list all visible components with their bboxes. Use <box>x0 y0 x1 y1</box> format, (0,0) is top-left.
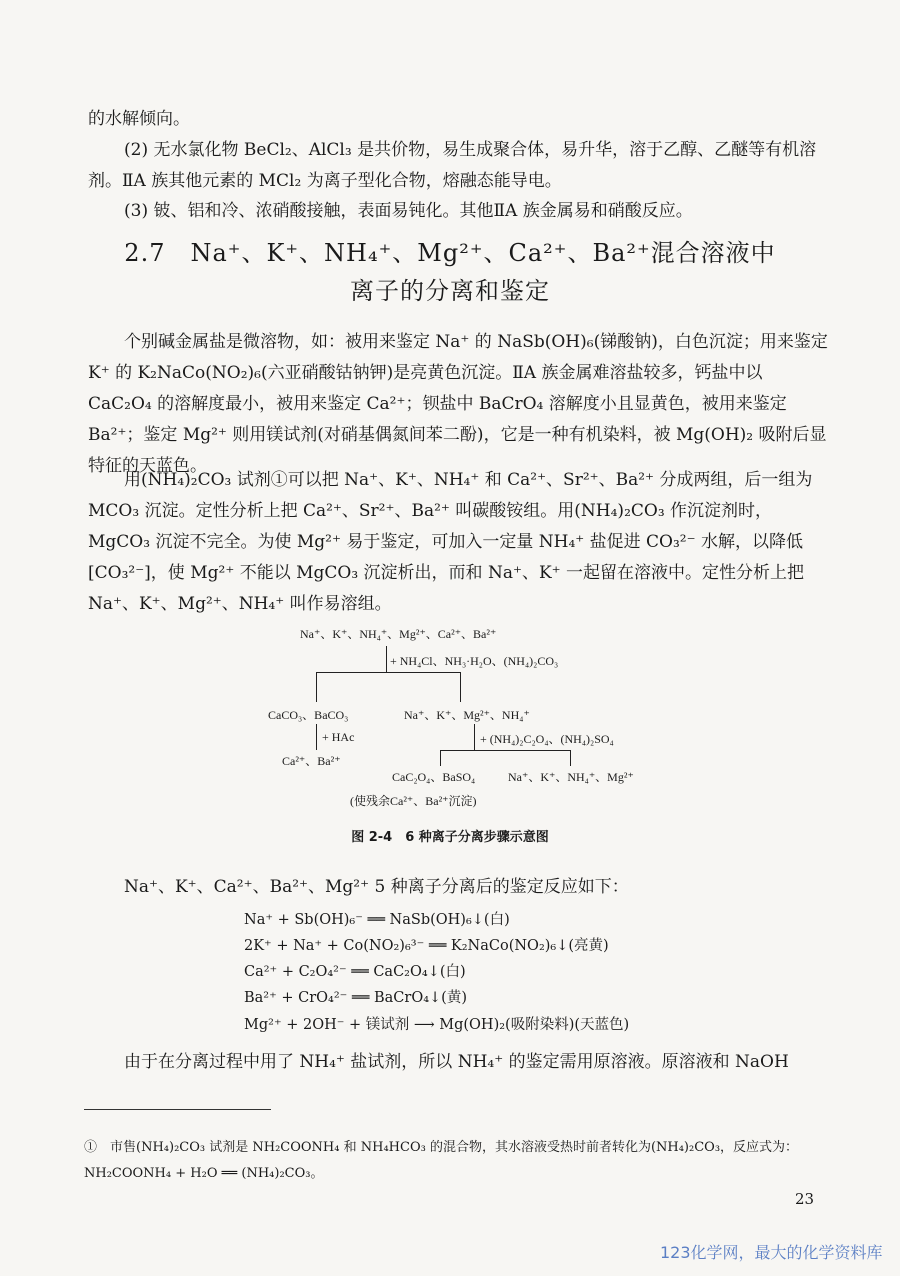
diagram-line <box>316 672 461 673</box>
figure-caption: 图 2-4 6 种离子分离步骤示意图 <box>351 830 549 845</box>
equation-mg: Mg²⁺ + 2OH⁻ + 镁试剂 ⟶ Mg(OH)₂(吸附染料)(天蓝色) <box>244 1017 630 1033</box>
paragraph-identification-salts: 个别碱金属盐是微溶物，如：被用来鉴定 Na⁺ 的 NaSb(OH)₆(锑酸钠)，白色沉淀；用来鉴定 K⁺ 的 K₂NaCo(NO₂)₆(六亚硝酸钴钠钾)是亮黄色沉淀。ⅡA 族金属难溶盐较多，钙盐中以 CaC₂O₄ 的溶解度最小，被用来鉴定 Ca²⁺；钡盐中 BaCrO₄ 溶解度小且显黄色，被用来鉴定 Ba²⁺；鉴定 Mg²⁺ 则用镁试剂(对硝基偶氮间苯二酚)，它是一种有机染料，被 Mg(OH)₂ 吸附后显特征的天蓝色。 <box>88 332 828 476</box>
diagram-note: (使残余Ca²⁺、Ba²⁺沉淀) <box>350 794 477 808</box>
diagram-line <box>316 724 317 750</box>
diagram-precipitate-carbonates: CaCO₃、BaCO₃ <box>268 708 349 722</box>
diagram-ca-ba-result: Ca²⁺、Ba²⁺ <box>282 754 341 768</box>
paragraph-passivation: (3) 铍、铝和冷、浓硝酸接触，表面易钝化。其他ⅡA 族金属易和硝酸反应。 <box>124 201 693 221</box>
equation-na: Na⁺ + Sb(OH)₆⁻ ══ NaSb(OH)₆↓(白) <box>244 912 510 928</box>
diagram-line <box>460 672 461 702</box>
equation-ba: Ba²⁺ + CrO₄²⁻ ══ BaCrO₄↓(黄) <box>244 990 467 1006</box>
diagram-reagent-1: + NH₄Cl、NH₃·H₂O、(NH₄)₂CO₃ <box>390 654 559 668</box>
diagram-final-solution: Na⁺、K⁺、NH₄⁺、Mg²⁺ <box>508 770 634 784</box>
diagram-line <box>440 750 441 766</box>
watermark: 123化学网，最大的化学资料库 <box>660 1243 883 1262</box>
reactions-intro: Na⁺、K⁺、Ca²⁺、Ba²⁺、Mg²⁺ 5 种离子分离后的鉴定反应如下： <box>124 877 629 897</box>
diagram-line <box>316 672 317 702</box>
section-title-line2: 离子的分离和鉴定 <box>350 277 550 305</box>
footnote: ① 市售(NH₄)₂CO₃ 试剂是 NH₂COONH₄ 和 NH₄HCO₃ 的混合物，其水溶液受热时前者转化为(NH₄)₂CO₃，反应式为：NH₂COONH₄ + H₂O ══ (NH₄)₂CO₃。 <box>84 1140 799 1181</box>
continued-text: 的水解倾向。 <box>88 109 190 129</box>
footnote-divider <box>84 1109 271 1110</box>
diagram-line <box>570 750 571 766</box>
paragraph-anhydrous-chlorides: (2) 无水氯化物 BeCl₂、AlCl₃ 是共价物，易生成聚合体，易升华，溶于乙醇、乙醚等有机溶剂。ⅡA 族其他元素的 MCl₂ 为离子型化合物，熔融态能导电。 <box>88 140 817 191</box>
closing-paragraph: 由于在分离过程中用了 NH₄⁺ 盐试剂，所以 NH₄⁺ 的鉴定需用原溶液。原溶液和 NaOH <box>124 1052 789 1072</box>
diagram-line <box>440 750 571 751</box>
equation-ca: Ca²⁺ + C₂O₄²⁻ ══ CaC₂O₄↓(白) <box>244 964 466 980</box>
section-title-line1: 2.7 Na⁺、K⁺、NH₄⁺、Mg²⁺、Ca²⁺、Ba²⁺混合溶液中 <box>124 239 776 267</box>
equation-k: 2K⁺ + Na⁺ + Co(NO₂)₆³⁻ ══ K₂NaCo(NO₂)₆↓(亮黄) <box>244 938 609 954</box>
diagram-soluble-group: Na⁺、K⁺、Mg²⁺、NH₄⁺ <box>404 708 530 722</box>
diagram-start-ions: Na⁺、K⁺、NH₄⁺、Mg²⁺、Ca²⁺、Ba²⁺ <box>300 627 497 641</box>
diagram-precipitate-2: CaC₂O₄、BaSO₄ <box>392 770 476 784</box>
diagram-line <box>386 646 387 672</box>
page-number: 23 <box>795 1190 815 1208</box>
diagram-reagent-hac: + HAc <box>322 730 355 744</box>
diagram-reagent-2: + (NH₄)₂C₂O₄、(NH₄)₂SO₄ <box>480 732 614 746</box>
paragraph-group-separation: 用(NH₄)₂CO₃ 试剂①可以把 Na⁺、K⁺、NH₄⁺ 和 Ca²⁺、Sr²⁺、Ba²⁺ 分成两组，后一组为 MCO₃ 沉淀。定性分析上把 Ca²⁺、Sr²⁺、Ba²⁺ 叫碳酸铵组。用(NH₄)₂CO₃ 作沉淀剂时，MgCO₃ 沉淀不完全。为使 Mg²⁺ 易于鉴定，可加入一定量 NH₄⁺ 盐促进 CO₃²⁻ 水解，以降低[CO₃²⁻]，使 Mg²⁺ 不能以 MgCO₃ 沉淀析出，而和 Na⁺、K⁺ 一起留在溶液中。定性分析上把 Na⁺、K⁺、Mg²⁺、NH₄⁺ 叫作易溶组。 <box>88 470 813 614</box>
diagram-line <box>474 724 475 750</box>
